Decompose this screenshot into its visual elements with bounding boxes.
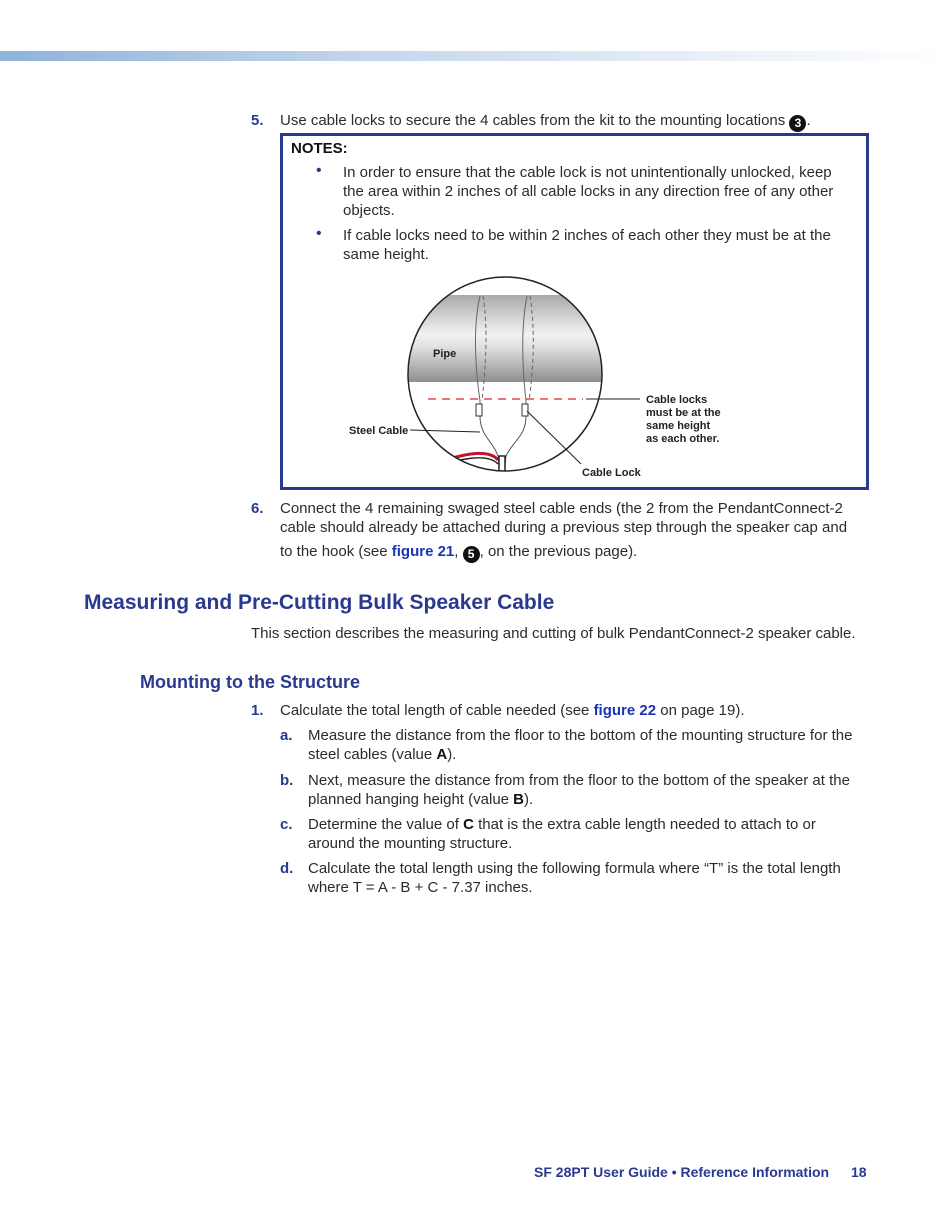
steel-cable-label: Steel Cable (349, 425, 409, 437)
step-number: 6. (251, 500, 264, 517)
substep-letter: a. (280, 727, 293, 744)
figure-22-link[interactable]: figure 22 (593, 702, 657, 719)
value-c: C (463, 816, 474, 833)
notes-bullet-2-line: same height. (343, 246, 429, 263)
bullet-icon: • (316, 162, 322, 179)
substep-letter: d. (280, 860, 294, 877)
substep-text-part: steel cables (value (308, 746, 437, 763)
page-number: 18 (851, 1164, 867, 1180)
substep-line: around the mounting structure. (308, 835, 513, 852)
step-6-text-part: , (454, 543, 463, 560)
step-6-line (280, 542, 847, 563)
notes-bullet-1-line: In order to ensure that the cable lock is not unintentionally unlocked, keep (343, 164, 832, 181)
substep-line: Measure the distance from the floor to the bottom of the mounting structure for the (308, 727, 853, 744)
bullet-icon: • (316, 225, 322, 242)
step-1-text-part: Calculate the total length of cable needed (see (280, 702, 594, 719)
callout-line: Cable locks (646, 394, 708, 406)
footer-title: SF 28PT User Guide • Reference Information (534, 1164, 830, 1180)
substep-text-part: planned hanging height (value (308, 791, 514, 808)
cable-lock-shape (522, 404, 528, 416)
callout-5-badge: 5 (463, 546, 480, 563)
substep-line: Calculate the total length using the following formula where “T” is the total length (308, 860, 841, 877)
step-5-period: . (806, 112, 811, 129)
callout-line: must be at the (646, 407, 721, 419)
cable-lock-figure (283, 136, 866, 487)
step-6-text-part: , on the previous page). (479, 543, 638, 560)
substep-b-text (308, 771, 850, 809)
step-6-text-part: to the hook (see (280, 543, 392, 560)
substep-d-text (308, 859, 841, 897)
cable-lock-shape (476, 404, 482, 416)
value-b: B (513, 791, 525, 808)
substep-line (308, 745, 852, 764)
substep-line: Next, measure the distance from from the floor to the bottom of the speaker at the (308, 772, 850, 789)
substep-a-text (308, 726, 852, 764)
header-gradient-bar (0, 51, 950, 61)
step-1-text (280, 701, 745, 720)
value-a: A (436, 746, 448, 763)
steel-cable-leader (410, 430, 480, 432)
substep-text-part: that is the extra cable length needed to attach to or (473, 816, 816, 833)
substep-line (308, 815, 816, 834)
step-1-text-part: on page 19). (656, 702, 745, 719)
step-6-line: Connect the 4 remaining swaged steel cable ends (the 2 from the PendantConnect-2 (280, 500, 843, 517)
substep-letter: b. (280, 772, 294, 789)
substep-text-part: Determine the value of (308, 816, 464, 833)
pipe-shape (383, 295, 643, 382)
callout-line: as each other. (646, 433, 720, 445)
callout-3-badge: 3 (789, 115, 806, 132)
notes-box (280, 133, 869, 490)
step-6-line: cable should already be attached during a previous step through the speaker cap and (280, 519, 848, 536)
step-5-text (280, 111, 811, 132)
figure-21-link[interactable]: figure 21 (391, 543, 455, 560)
substep-line: where T = A - B + C - 7.37 inches. (308, 879, 533, 896)
section-intro: This section describes the measuring and cutting of bulk PendantConnect-2 speaker cable. (251, 625, 856, 642)
cable-lock-label: Cable Lock (582, 467, 641, 479)
step-5-body: Use cable locks to secure the 4 cables from the kit to the mounting locations (280, 112, 786, 129)
steel-cable (504, 416, 526, 476)
substep-c-text (308, 815, 816, 853)
notes-bullet-1-line: objects. (343, 202, 395, 219)
substep-line (308, 790, 850, 809)
notes-title: NOTES: (291, 140, 348, 157)
pipe-label: Pipe (433, 348, 457, 360)
substep-text-part: ). (447, 746, 457, 763)
notes-bullet-1-line: the area within 2 inches of all cable locks in any direction free of any other (343, 183, 834, 200)
callout-line: same height (646, 420, 711, 432)
step-number: 1. (251, 702, 264, 719)
cable-lock-leader (527, 411, 581, 464)
step-6-text (280, 499, 847, 563)
subsection-heading: Mounting to the Structure (140, 672, 360, 692)
section-heading: Measuring and Pre-Cutting Bulk Speaker Cable (84, 591, 555, 614)
steel-cable (480, 416, 500, 476)
notes-bullet-2-line: If cable locks need to be within 2 inches of each other they must be at the (343, 227, 831, 244)
step-number: 5. (251, 112, 264, 129)
substep-letter: c. (280, 816, 293, 833)
substep-text-part: ). (524, 791, 534, 808)
